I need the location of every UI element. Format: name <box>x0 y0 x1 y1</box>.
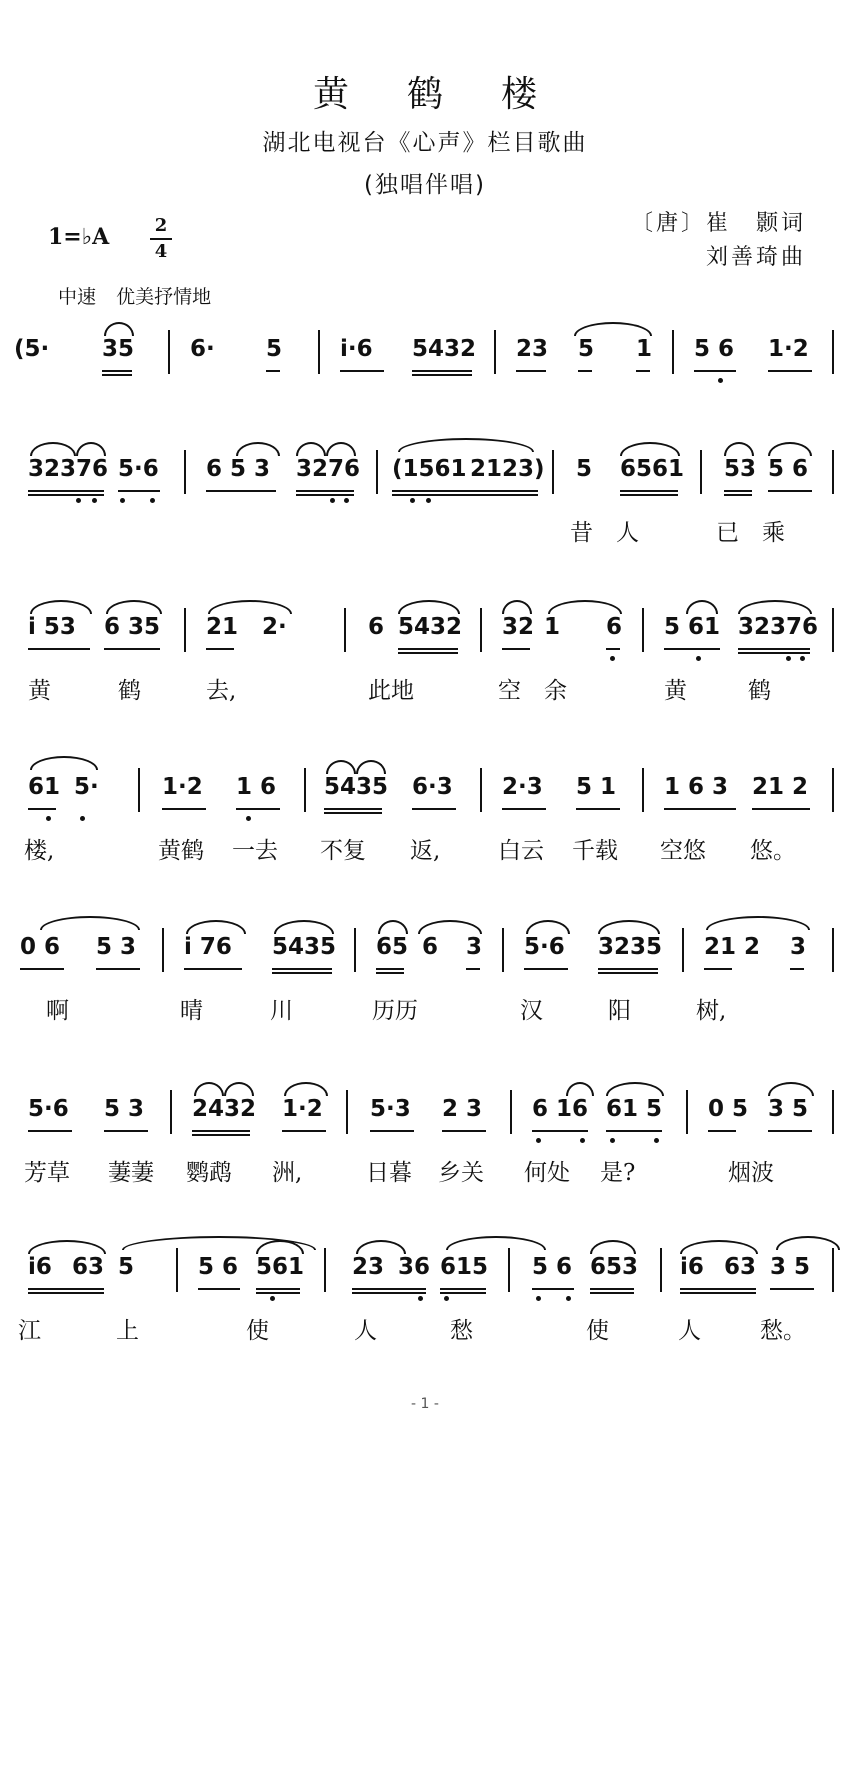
note-group: 6 <box>368 614 385 640</box>
lyric: 乡关 <box>438 1160 484 1186</box>
lyric: 江 <box>18 1318 41 1344</box>
score-row-7 <box>0 1254 850 1384</box>
note-group: 5·3 <box>370 1096 411 1122</box>
note-group: 36 <box>398 1254 431 1280</box>
lyric: 余 <box>544 678 567 704</box>
note-group: 3276 <box>296 456 361 482</box>
note-group: 2123) <box>470 456 545 482</box>
tempo-marking <box>58 282 225 309</box>
lyric: 空悠 <box>660 838 706 864</box>
lyric: 何处 <box>524 1160 570 1186</box>
lyric: 芳草 <box>24 1160 70 1186</box>
lyric: 烟波 <box>728 1160 774 1186</box>
note-group: i6 <box>28 1254 52 1280</box>
lyric: 使 <box>246 1318 269 1344</box>
note-group: 53 <box>724 456 757 482</box>
note-group: 0 6 <box>20 934 61 960</box>
note-group: 1 <box>544 614 561 640</box>
note-group: 1·2 <box>282 1096 323 1122</box>
note-group: 1·2 <box>162 774 203 800</box>
note-group: 1·2 <box>768 336 809 362</box>
lyric: 空 <box>498 678 521 704</box>
composer-credit: 刘善琦曲 <box>705 245 806 270</box>
note-group: 61 <box>28 774 61 800</box>
lyric: 愁 <box>450 1318 473 1344</box>
note-group: 21 2 <box>752 774 809 800</box>
note-group: 5·6 <box>524 934 565 960</box>
note-group: 6·3 <box>412 774 453 800</box>
note-group: 5·6 <box>28 1096 69 1122</box>
note-group: 5 <box>576 456 593 482</box>
note-group: 3 <box>466 934 483 960</box>
lyric: 树, <box>696 998 727 1024</box>
lyric: 去, <box>206 678 237 704</box>
note-group: 5 61 <box>664 614 721 640</box>
song-title: 黄鹤楼 <box>312 74 595 115</box>
lyric: 白云 <box>498 838 544 864</box>
note-group: 0 5 <box>708 1096 749 1122</box>
note-group: 5 3 <box>104 1096 145 1122</box>
note-group: i6 <box>680 1254 704 1280</box>
note-group: 6 16 <box>532 1096 589 1122</box>
note-group: 23 <box>516 336 549 362</box>
page-number: - 1 - <box>411 1396 439 1412</box>
lyric: 上 <box>116 1318 139 1344</box>
note-group: 3235 <box>598 934 663 960</box>
lyric: 萋萋 <box>108 1160 154 1186</box>
lyric: 黄 <box>664 678 687 704</box>
note-group: 1 6 3 <box>664 774 729 800</box>
note-group: 5 3 <box>96 934 137 960</box>
lyric: 使 <box>586 1318 609 1344</box>
song-subtitle: 湖北电视台《心声》栏目歌曲 <box>262 130 588 156</box>
lyric: 人 <box>354 1318 377 1344</box>
lyric: 日暮 <box>366 1160 412 1186</box>
lyricist-credit: 〔唐〕崔 颢词 <box>630 211 806 236</box>
note-group: 5·6 <box>118 456 159 482</box>
note-group: 2·3 <box>502 774 543 800</box>
note-group: 5435 <box>324 774 389 800</box>
note-group: 3 5 <box>770 1254 811 1280</box>
note-group: 2432 <box>192 1096 257 1122</box>
key-signature: 1=♭A <box>48 224 110 250</box>
note-group: 2· <box>262 614 287 640</box>
lyric: 乘 <box>762 520 785 546</box>
note-group: 6 5 3 <box>206 456 271 482</box>
lyric: 历历 <box>372 998 418 1024</box>
note-group: 1 <box>636 336 653 362</box>
note-group: 32 <box>502 614 535 640</box>
note-group: 5432 <box>398 614 463 640</box>
note-group: 3 <box>790 934 807 960</box>
score-row-2 <box>0 456 850 586</box>
note-group: 561 <box>256 1254 305 1280</box>
note-group: 5435 <box>272 934 337 960</box>
lyric: 楼, <box>24 838 55 864</box>
note-group: 6· <box>190 336 215 362</box>
note-group: 65 <box>376 934 409 960</box>
note-group: 32376 <box>738 614 819 640</box>
lyric: 洲, <box>272 1160 303 1186</box>
note-group: 61 5 <box>606 1096 663 1122</box>
time-top: 2 <box>154 215 168 236</box>
note-group: 5· <box>74 774 99 800</box>
lyric: 是? <box>600 1160 636 1186</box>
lyric: 昔 <box>570 520 593 546</box>
time-signature <box>150 216 172 262</box>
lyric: 川 <box>270 998 293 1024</box>
note-group: 6 35 <box>104 614 161 640</box>
note-group: 5 6 <box>694 336 735 362</box>
lyric: 鹤 <box>118 678 141 704</box>
time-bottom: 4 <box>154 241 168 262</box>
note-group: 6 <box>422 934 439 960</box>
lyric: 黄鹤 <box>158 838 204 864</box>
score-row-5 <box>0 934 850 1064</box>
note-group: 21 <box>206 614 239 640</box>
note-group: (1561 <box>392 456 467 482</box>
tempo-speed: 中速 <box>58 286 97 308</box>
note-group: 6 <box>606 614 623 640</box>
lyric: 愁。 <box>760 1318 806 1344</box>
note-group: 63 <box>72 1254 105 1280</box>
note-group: 1 6 <box>236 774 277 800</box>
note-group: i 76 <box>184 934 232 960</box>
note-group: 2 3 <box>442 1096 483 1122</box>
note-group: 6561 <box>620 456 685 482</box>
score-row-4 <box>0 774 850 904</box>
lyric: 一去 <box>232 838 278 864</box>
lyric: 此地 <box>368 678 414 704</box>
note-group: (5· <box>14 336 50 362</box>
lyric: 阳 <box>608 998 631 1024</box>
note-group: 5 <box>578 336 595 362</box>
note-group: 3 5 <box>768 1096 809 1122</box>
note-group: 5 <box>266 336 283 362</box>
lyric: 已 <box>716 520 739 546</box>
lyric: 汉 <box>520 998 543 1024</box>
tempo-expression: 优美抒情地 <box>116 286 212 308</box>
lyric: 人 <box>678 1318 701 1344</box>
lyric: 返, <box>410 838 441 864</box>
note-group: 5 6 <box>198 1254 239 1280</box>
note-group: 5432 <box>412 336 477 362</box>
note-group: 5 <box>118 1254 135 1280</box>
lyric: 悠。 <box>750 838 796 864</box>
note-group: 32376 <box>28 456 109 482</box>
lyric: 晴 <box>180 998 203 1024</box>
lyric: 鹦鹉 <box>186 1160 232 1186</box>
note-group: 35 <box>102 336 135 362</box>
note-group: i·6 <box>340 336 373 362</box>
lyric: 鹤 <box>748 678 771 704</box>
lyric: 不复 <box>320 838 366 864</box>
note-group: 63 <box>724 1254 757 1280</box>
lyric: 黄 <box>28 678 51 704</box>
note-group: 5 1 <box>576 774 617 800</box>
score-row-3 <box>0 614 850 744</box>
performance-type: (独唱伴唱) <box>364 172 486 198</box>
note-group: 21 2 <box>704 934 761 960</box>
note-group: 5 6 <box>532 1254 573 1280</box>
score-row-6 <box>0 1096 850 1226</box>
lyric: 千载 <box>572 838 618 864</box>
note-group: i 53 <box>28 614 76 640</box>
note-group: 615 <box>440 1254 489 1280</box>
lyric: 啊 <box>46 998 69 1024</box>
note-group: 23 <box>352 1254 385 1280</box>
lyric: 人 <box>616 520 639 546</box>
note-group: 653 <box>590 1254 639 1280</box>
note-group: 5 6 <box>768 456 809 482</box>
